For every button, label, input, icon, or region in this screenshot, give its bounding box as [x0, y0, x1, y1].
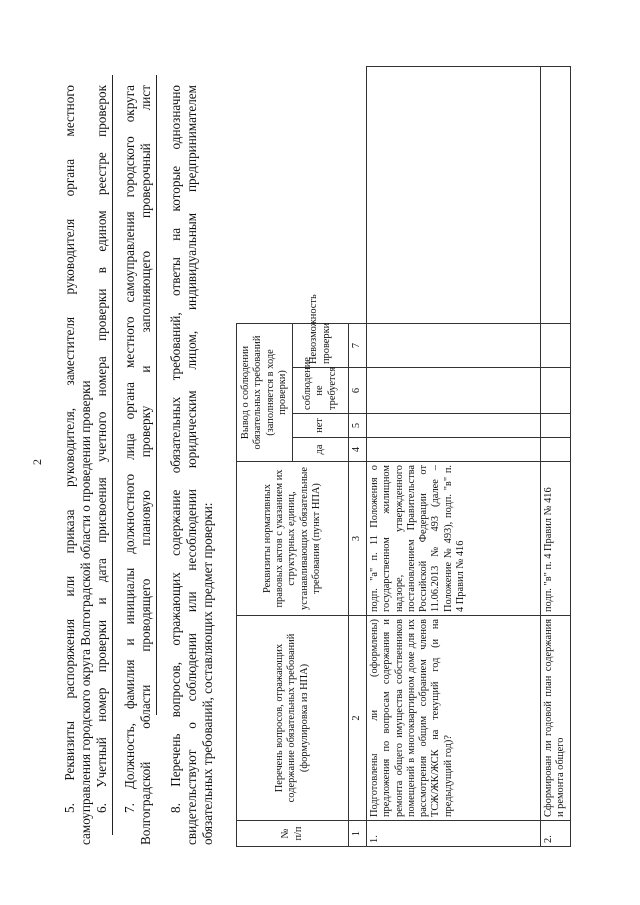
table-row [541, 67, 571, 847]
row-question: Подготовлены ли (оформлены) предложения по вопросам содержания и ремонта общего имущества собственников помещений в многоквартирном доме для их рассмотрения общим собранием членов ТСЖ/ЖК/ЖСК на текущий год (и на предыдущий год)? [367, 616, 541, 821]
col-header-yes: да [293, 438, 349, 462]
item-8-line-1: 8. Перечень вопросов, отражающих содержание обязательных требований, ответы на которые однозначно [168, 85, 183, 813]
row-question: Сформирован ли годовой план содержания и ремонта общего [541, 616, 571, 821]
col-header-no: нет [293, 414, 349, 438]
table-header-row [237, 67, 293, 847]
col-header-number: № п/п [237, 821, 349, 847]
item-7-line-1: 7. Должность, фамилия и инициалы должностного лица органа местного самоуправления городского округа [122, 85, 137, 813]
col-number: 7 [349, 324, 367, 368]
page-number: 2 [30, 459, 44, 465]
row-no [541, 414, 571, 438]
col-number: 6 [349, 368, 367, 414]
row-yes [541, 438, 571, 462]
separator-rule [156, 75, 157, 715]
table-row [367, 67, 541, 847]
col-number: 1 [349, 821, 367, 847]
col-header-question: Перечень вопросов, отражающих содержание обязательных требований (формулировка из НПА) [237, 616, 349, 821]
col-header-not-required: соблюдение не требуется [293, 368, 349, 414]
row-not-required [541, 368, 571, 414]
row-impossible [367, 324, 541, 368]
item-5-line-1: 5. Реквизиты распоряжения или приказа руководителя, заместителя руководителя органа местного [62, 85, 77, 813]
checklist-table [236, 66, 571, 847]
row-number: 1. [367, 821, 541, 847]
col-header-impossible: Невозможность проверки [293, 324, 349, 368]
row-number: 2. [541, 821, 571, 847]
row-no [367, 414, 541, 438]
item-6-line-1: 6. Учетный номер проверки и дата присвоения учетного номера проверки в едином реестре проверок [94, 85, 109, 813]
item-8-line-3: обязательных требований, составляющих предмет проверки: [200, 502, 215, 845]
col-header-npa: Реквизиты нормативных правовых актов с указанием их структурных единиц, устанавливающих обязательные требования (пункт НПА) [237, 462, 349, 616]
blank-cell [237, 67, 367, 324]
row-yes [367, 438, 541, 462]
col-number: 4 [349, 438, 367, 462]
col-header-conclusion: Вывод о соблюдении обязательных требований (заполняется в ходе проверки) [237, 324, 293, 462]
col-number: 2 [349, 616, 367, 821]
row-not-required [367, 368, 541, 414]
col-number: 5 [349, 414, 367, 438]
separator-rule [112, 75, 113, 835]
item-7-line-2: Волгоградской области проводящего плановую проверку и заполняющего проверочный лист [138, 85, 153, 845]
row-extra [541, 67, 571, 324]
row-impossible [541, 324, 571, 368]
item-8-line-2: свидетельствуют о соблюдении или несоблюдении юридическим лицом, индивидуальным предпринимателем [184, 85, 199, 845]
row-extra [367, 67, 541, 324]
item-5-line-2: самоуправления городского округа Волгоградской области о проведении проверки [78, 380, 93, 845]
row-npa: подп. "в" п. 4 Правил № 416 [541, 462, 571, 616]
col-number: 3 [349, 462, 367, 616]
row-npa: подп. "а" п. 11 Положения о государственном жилищном надзоре, утвержденного постановлением Правительства Российской Федерации от 11.06.2013 № 493 (далее – Положение № 493), подп. "в" п. 4 Правил № 416 [367, 462, 541, 616]
